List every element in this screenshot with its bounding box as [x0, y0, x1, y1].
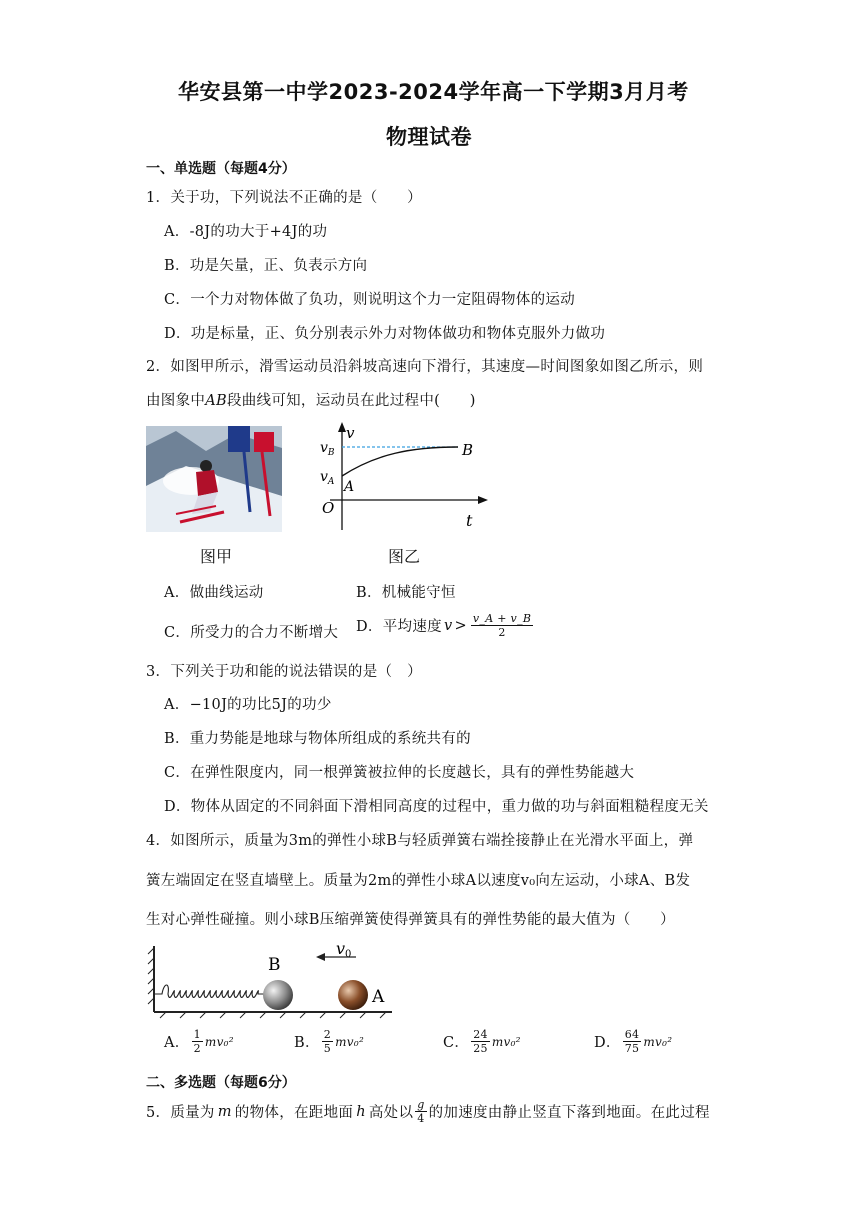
- q3-option-c: C．在弹性限度内，同一根弹簧被拉伸的长度越长，具有的弹性势能越大: [164, 765, 635, 781]
- ball-a-label: A: [372, 987, 385, 1007]
- q5-stem: 5．质量为 m 的物体，在距地面 h 高处以 $\frac{g}{4}$ 的加速度由静止竖直下落到地面。在此过程: [146, 1098, 710, 1125]
- point-b-label: B: [462, 441, 474, 459]
- q4-stem-line3: 生对心弹性碰撞。则小球B压缩弹簧使得弹簧具有的弹性势能的最大值为（ ）: [146, 912, 675, 928]
- ab-curve: [342, 447, 458, 476]
- point-a-label: A: [344, 479, 355, 495]
- v0-label: v0: [336, 940, 352, 960]
- q4-option-d: D． $\frac{64}{75}$ mv₀²: [594, 1028, 673, 1055]
- ball-a: [338, 980, 368, 1010]
- q1-option-c: C．一个力对物体做了负功，则说明这个力一定阻碍物体的运动: [164, 292, 575, 308]
- vb-label: $v_B$: [320, 440, 335, 458]
- velocity-arrowhead: [316, 953, 325, 961]
- q3-stem: 3．下列关于功和能的说法错误的是（ ）: [146, 664, 422, 680]
- skier-illustration: [146, 426, 282, 532]
- q3-option-a: A．−10J的功比5J的功少: [164, 697, 332, 713]
- fig-b-caption: 图乙: [388, 547, 421, 566]
- q1-stem: 1．关于功，下列说法不正确的是（ ）: [146, 190, 422, 206]
- ball-b: [263, 980, 293, 1010]
- q4-option-c: C． $\frac{24}{25}$ mv₀²: [443, 1028, 521, 1055]
- exam-subject: 物理试卷: [386, 125, 472, 149]
- q4-stem-line1: 4．如图所示，质量为3m的弹性小球B与轻质弹簧右端拴接静止在光滑水平面上，弹: [146, 833, 694, 849]
- q3-option-b: B．重力势能是地球与物体所组成的系统共有的: [164, 731, 471, 747]
- v-axis-label: v: [346, 424, 355, 442]
- q3-option-d: D．物体从固定的不同斜面下滑相同高度的过程中，重力做的功与斜面粗糙程度无关: [164, 799, 709, 815]
- q2-option-a: A．做曲线运动: [164, 585, 264, 601]
- q2-option-c: C．所受力的合力不断增大: [164, 625, 339, 641]
- exam-title: 华安县第一中学2023-2024学年高一下学期3月月考: [178, 80, 689, 104]
- section-single-choice: 一、单选题（每题4分）: [146, 161, 296, 177]
- t-axis-label: t: [466, 511, 473, 530]
- v-axis-arrow: [338, 422, 346, 432]
- q2-stem-line2: 由图象中AB段曲线可知，运动员在此过程中( ): [146, 393, 476, 409]
- q4-stem-line2: 簧左端固定在竖直墙壁上。质量为2m的弹性小球A以速度v₀向左运动，小球A、B发: [146, 873, 691, 889]
- spring-collision-figure: [146, 940, 396, 1020]
- q5-fraction: $\frac{g}{4}$: [417, 1098, 425, 1125]
- ball-b-label: B: [268, 955, 281, 975]
- q2-stem-line1: 2．如图甲所示，滑雪运动员沿斜坡高速向下滑行，其速度—时间图象如图乙所示，则: [146, 359, 704, 375]
- q1-option-a: A．-8J的功大于+4J的功: [164, 224, 328, 240]
- q2-option-d: D．平均速度 v > $\frac{v\_A + v\_B}{2}$: [356, 612, 532, 639]
- skier-photo: [146, 426, 282, 532]
- t-axis-arrow: [478, 496, 488, 504]
- q2-d-fraction: $\frac{v\_A + v\_B}{2}$: [472, 612, 532, 639]
- va-label: $v_A$: [320, 469, 335, 487]
- q4-option-b: B． $\frac{2}{5}$ mv₀²: [294, 1028, 365, 1055]
- q1-option-b: B．功是矢量，正、负表示方向: [164, 258, 368, 274]
- velocity-time-graph: [316, 420, 490, 530]
- origin-label: O: [322, 499, 335, 517]
- section-multi-choice: 二、多选题（每题6分）: [146, 1075, 296, 1091]
- q1-option-d: D．功是标量，正、负分别表示外力对物体做功和物体克服外力做功: [164, 326, 606, 342]
- fig-a-caption: 图甲: [200, 547, 233, 566]
- spring: [154, 985, 264, 997]
- q2-option-b: B．机械能守恒: [356, 585, 456, 601]
- q4-option-a: A． $\frac{1}{2}$ mv₀²: [164, 1028, 234, 1055]
